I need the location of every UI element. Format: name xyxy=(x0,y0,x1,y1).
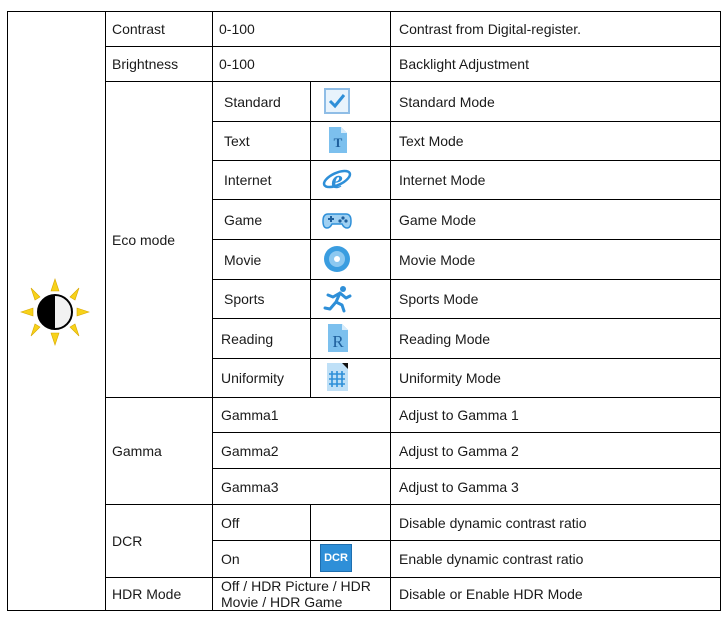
dcr-item-off: Off xyxy=(221,514,240,531)
eco-desc-reading: Reading Mode xyxy=(399,330,491,347)
dcr-item-on: On xyxy=(221,551,240,567)
reading-doc-icon xyxy=(322,323,352,353)
eco-item-uniformity: Uniformity xyxy=(221,370,285,386)
eco-desc-game: Game Mode xyxy=(399,211,477,228)
svg-text:R: R xyxy=(332,332,344,351)
gamma-desc-1: Adjust to Gamma 1 xyxy=(399,407,519,423)
gamepad-icon xyxy=(322,204,352,234)
eco-desc-uniformity: Uniformity Mode xyxy=(399,370,501,386)
hdr-mode-desc: Disable or Enable HDR Mode xyxy=(399,586,583,602)
dcr-icon-text: DCR xyxy=(324,552,348,564)
eco-item-sports: Sports xyxy=(224,291,265,307)
contrast-label: Contrast xyxy=(112,21,165,37)
col-divider xyxy=(310,504,311,577)
gamma-desc-3: Adjust to Gamma 3 xyxy=(399,478,519,495)
hdr-mode-label: HDR Mode xyxy=(112,586,182,602)
hdr-values-line1: Off / HDR Picture / HDR xyxy=(221,578,371,594)
eco-desc-internet: Internet Mode xyxy=(399,172,486,188)
table-border-bottom xyxy=(7,610,721,611)
gamma-label: Gamma xyxy=(112,443,162,459)
col-divider xyxy=(310,81,311,397)
brightness-range: 0-100 xyxy=(219,56,255,72)
gamma-desc-2: Adjust to Gamma 2 xyxy=(399,442,519,459)
settings-table xyxy=(7,11,721,611)
dcr-desc-off: Disable dynamic contrast ratio xyxy=(399,514,587,531)
eco-item-standard: Standard xyxy=(224,93,281,110)
eco-desc-standard: Standard Mode xyxy=(399,93,495,110)
eco-item-internet: Internet xyxy=(224,172,272,188)
svg-text:T: T xyxy=(333,135,343,150)
eco-mode-label: Eco mode xyxy=(112,231,176,248)
brightness-sun-icon xyxy=(19,277,91,347)
eco-item-reading: Reading xyxy=(221,330,274,347)
eco-item-movie: Movie xyxy=(224,251,262,268)
runner-icon xyxy=(322,283,352,313)
hdr-mode-values xyxy=(213,578,390,610)
table-border-right xyxy=(720,11,721,611)
table-border-left xyxy=(7,11,8,611)
dcr-label: DCR xyxy=(112,533,143,549)
svg-text:e: e xyxy=(331,165,343,194)
eco-desc-text: Text Mode xyxy=(399,133,464,149)
eco-desc-sports: Sports Mode xyxy=(399,291,479,307)
gamma-item-2: Gamma2 xyxy=(221,442,279,459)
brightness-desc: Backlight Adjustment xyxy=(399,56,529,72)
eco-desc-movie: Movie Mode xyxy=(399,251,476,268)
hdr-values-line2: Movie / HDR Game xyxy=(221,594,343,610)
grid-icon xyxy=(322,362,352,392)
checkbox-icon xyxy=(322,86,352,116)
gamma-item-1: Gamma1 xyxy=(221,407,279,423)
internet-e-icon xyxy=(322,164,352,194)
disc-icon xyxy=(322,244,352,274)
eco-item-text: Text xyxy=(224,133,250,149)
gamma-item-3: Gamma3 xyxy=(221,478,279,495)
eco-item-game: Game xyxy=(224,211,263,228)
contrast-range: 0-100 xyxy=(219,21,255,37)
dcr-icon xyxy=(320,544,352,572)
text-doc-icon xyxy=(322,125,352,155)
contrast-desc: Contrast from Digital-register. xyxy=(399,21,582,37)
brightness-label: Brightness xyxy=(112,56,179,72)
dcr-desc-on: Enable dynamic contrast ratio xyxy=(399,551,584,567)
